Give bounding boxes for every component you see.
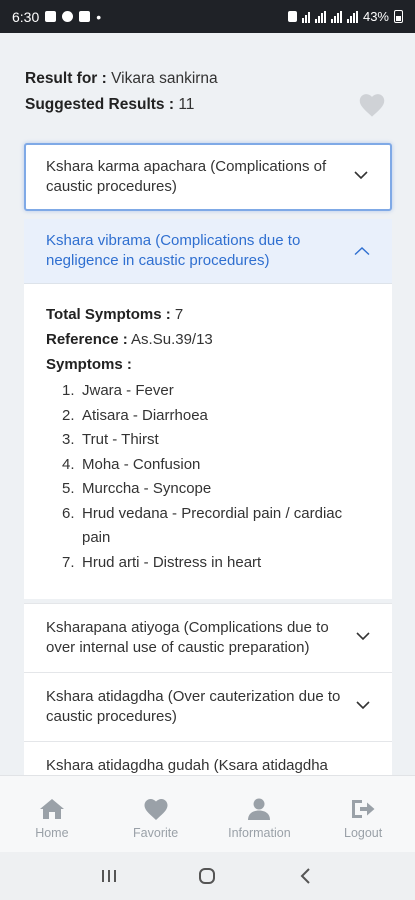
bottom-navigation [0, 775, 415, 852]
heart-icon[interactable] [358, 92, 386, 118]
suggested-results-count: 11 [178, 96, 195, 113]
result-for-line [25, 66, 390, 92]
symptom-item [62, 428, 370, 453]
reference-row [46, 327, 370, 352]
nav-home[interactable] [0, 776, 104, 852]
accordion-title: Kshara karma apachara (Complications of caustic procedures) [46, 158, 327, 195]
nav-home-label: Home [35, 826, 69, 840]
symptom-number: 2. [62, 406, 75, 424]
app-notification-icon-2 [79, 11, 90, 22]
suggested-results-line [25, 92, 390, 118]
symptom-item [62, 379, 370, 404]
symptom-item [62, 502, 370, 551]
status-bar [0, 0, 415, 33]
accordion-header[interactable] [26, 145, 390, 209]
accordion-title: Ksharapana atiyoga (Complications due to over internal use of caustic preparation) [46, 619, 329, 656]
accordion-item-kshara-atidagdha[interactable] [24, 673, 392, 742]
result-for-label: Result for : [25, 70, 107, 87]
symptom-number: 5. [62, 480, 75, 497]
symptom-text: Trut - Thirst [82, 431, 159, 448]
symptom-number: 3. [62, 431, 75, 448]
recent-apps-icon[interactable] [99, 866, 119, 886]
gallery-notification-icon [45, 11, 56, 22]
battery-icon [394, 10, 403, 23]
total-symptoms-label: Total Symptoms : [46, 306, 171, 323]
mute-icon [302, 11, 310, 23]
nav-favorite[interactable] [104, 776, 208, 852]
symptom-number: 6. [62, 504, 75, 522]
symptom-text: Jwara - Fever [82, 382, 174, 399]
nav-logout-label: Logout [344, 826, 383, 840]
home-icon [38, 796, 66, 822]
back-icon[interactable] [296, 866, 316, 886]
nav-logout[interactable] [311, 776, 415, 852]
symptom-number: 1. [62, 382, 75, 399]
signal-icon-1 [315, 11, 326, 23]
symptom-text: Atisara - Diarrhoea [82, 406, 208, 424]
nav-information-label: Information [228, 826, 291, 840]
accordion-item-kshara-atidagdha-gudah[interactable] [24, 742, 392, 775]
symptom-list [46, 379, 370, 575]
chevron-down-icon [356, 631, 370, 641]
symptom-text: Murccha - Syncope [82, 480, 212, 497]
nav-favorite-label: Favorite [133, 826, 179, 840]
reference-label: Reference : [46, 331, 128, 348]
suggested-results-label: Suggested Results : [25, 96, 174, 113]
chevron-down-icon [356, 700, 370, 710]
symptom-text: Hrud arti - Distress in heart [82, 553, 262, 571]
total-symptoms-row [46, 302, 370, 327]
home-button-icon[interactable] [197, 866, 217, 886]
symptom-number: 4. [62, 455, 75, 473]
user-icon [245, 796, 273, 822]
result-for-value: Vikara sankirna [111, 70, 218, 87]
result-summary [25, 66, 390, 118]
accordion-title: Kshara vibrama (Complications due to negligence in caustic procedures) [46, 232, 301, 269]
symptoms-label: Symptoms : [46, 356, 132, 373]
total-symptoms-value: 7 [174, 306, 184, 323]
symptom-text: Moha - Confusion [82, 455, 201, 473]
signal-icon-2 [331, 11, 342, 23]
accordion-item-kshara-karma-apachara[interactable] [24, 143, 392, 211]
chevron-down-icon [354, 170, 368, 180]
symptom-item [62, 404, 370, 429]
status-time: 6:30 [12, 8, 40, 25]
reference-value: As.Su.39/13 [131, 331, 213, 348]
alarm-icon [288, 11, 297, 22]
battery-percent: 43% [362, 9, 389, 24]
nav-information[interactable] [208, 776, 312, 852]
more-notifications-dot: • [96, 8, 102, 25]
accordion-header-expanded[interactable] [24, 219, 392, 284]
system-navigation-bar [0, 852, 415, 900]
signal-icon-3 [347, 11, 358, 23]
accordion-title: Kshara atidagdha (Over cauterization due to caustic procedures) [46, 688, 341, 725]
accordion-title: Kshara atidagdha gudah (Ksara atidagdha [46, 757, 328, 774]
symptoms-heading [46, 352, 370, 377]
symptom-item [62, 453, 370, 478]
accordion-item-kshara-vibrama [24, 219, 392, 599]
accordion-item-ksharapana-atiyoga[interactable] [24, 603, 392, 673]
chevron-up-icon [354, 246, 370, 256]
symptom-item [62, 551, 370, 576]
symptom-details [24, 284, 392, 599]
app-notification-icon [62, 11, 73, 22]
symptom-item [62, 477, 370, 502]
logout-icon [349, 796, 377, 822]
accordion-list-rest [24, 603, 392, 775]
heart-icon [142, 796, 170, 822]
symptom-number: 7. [62, 553, 75, 571]
main-content [0, 33, 415, 775]
symptom-text: Hrud vedana - Precordial pain / cardiac pain [82, 504, 343, 546]
